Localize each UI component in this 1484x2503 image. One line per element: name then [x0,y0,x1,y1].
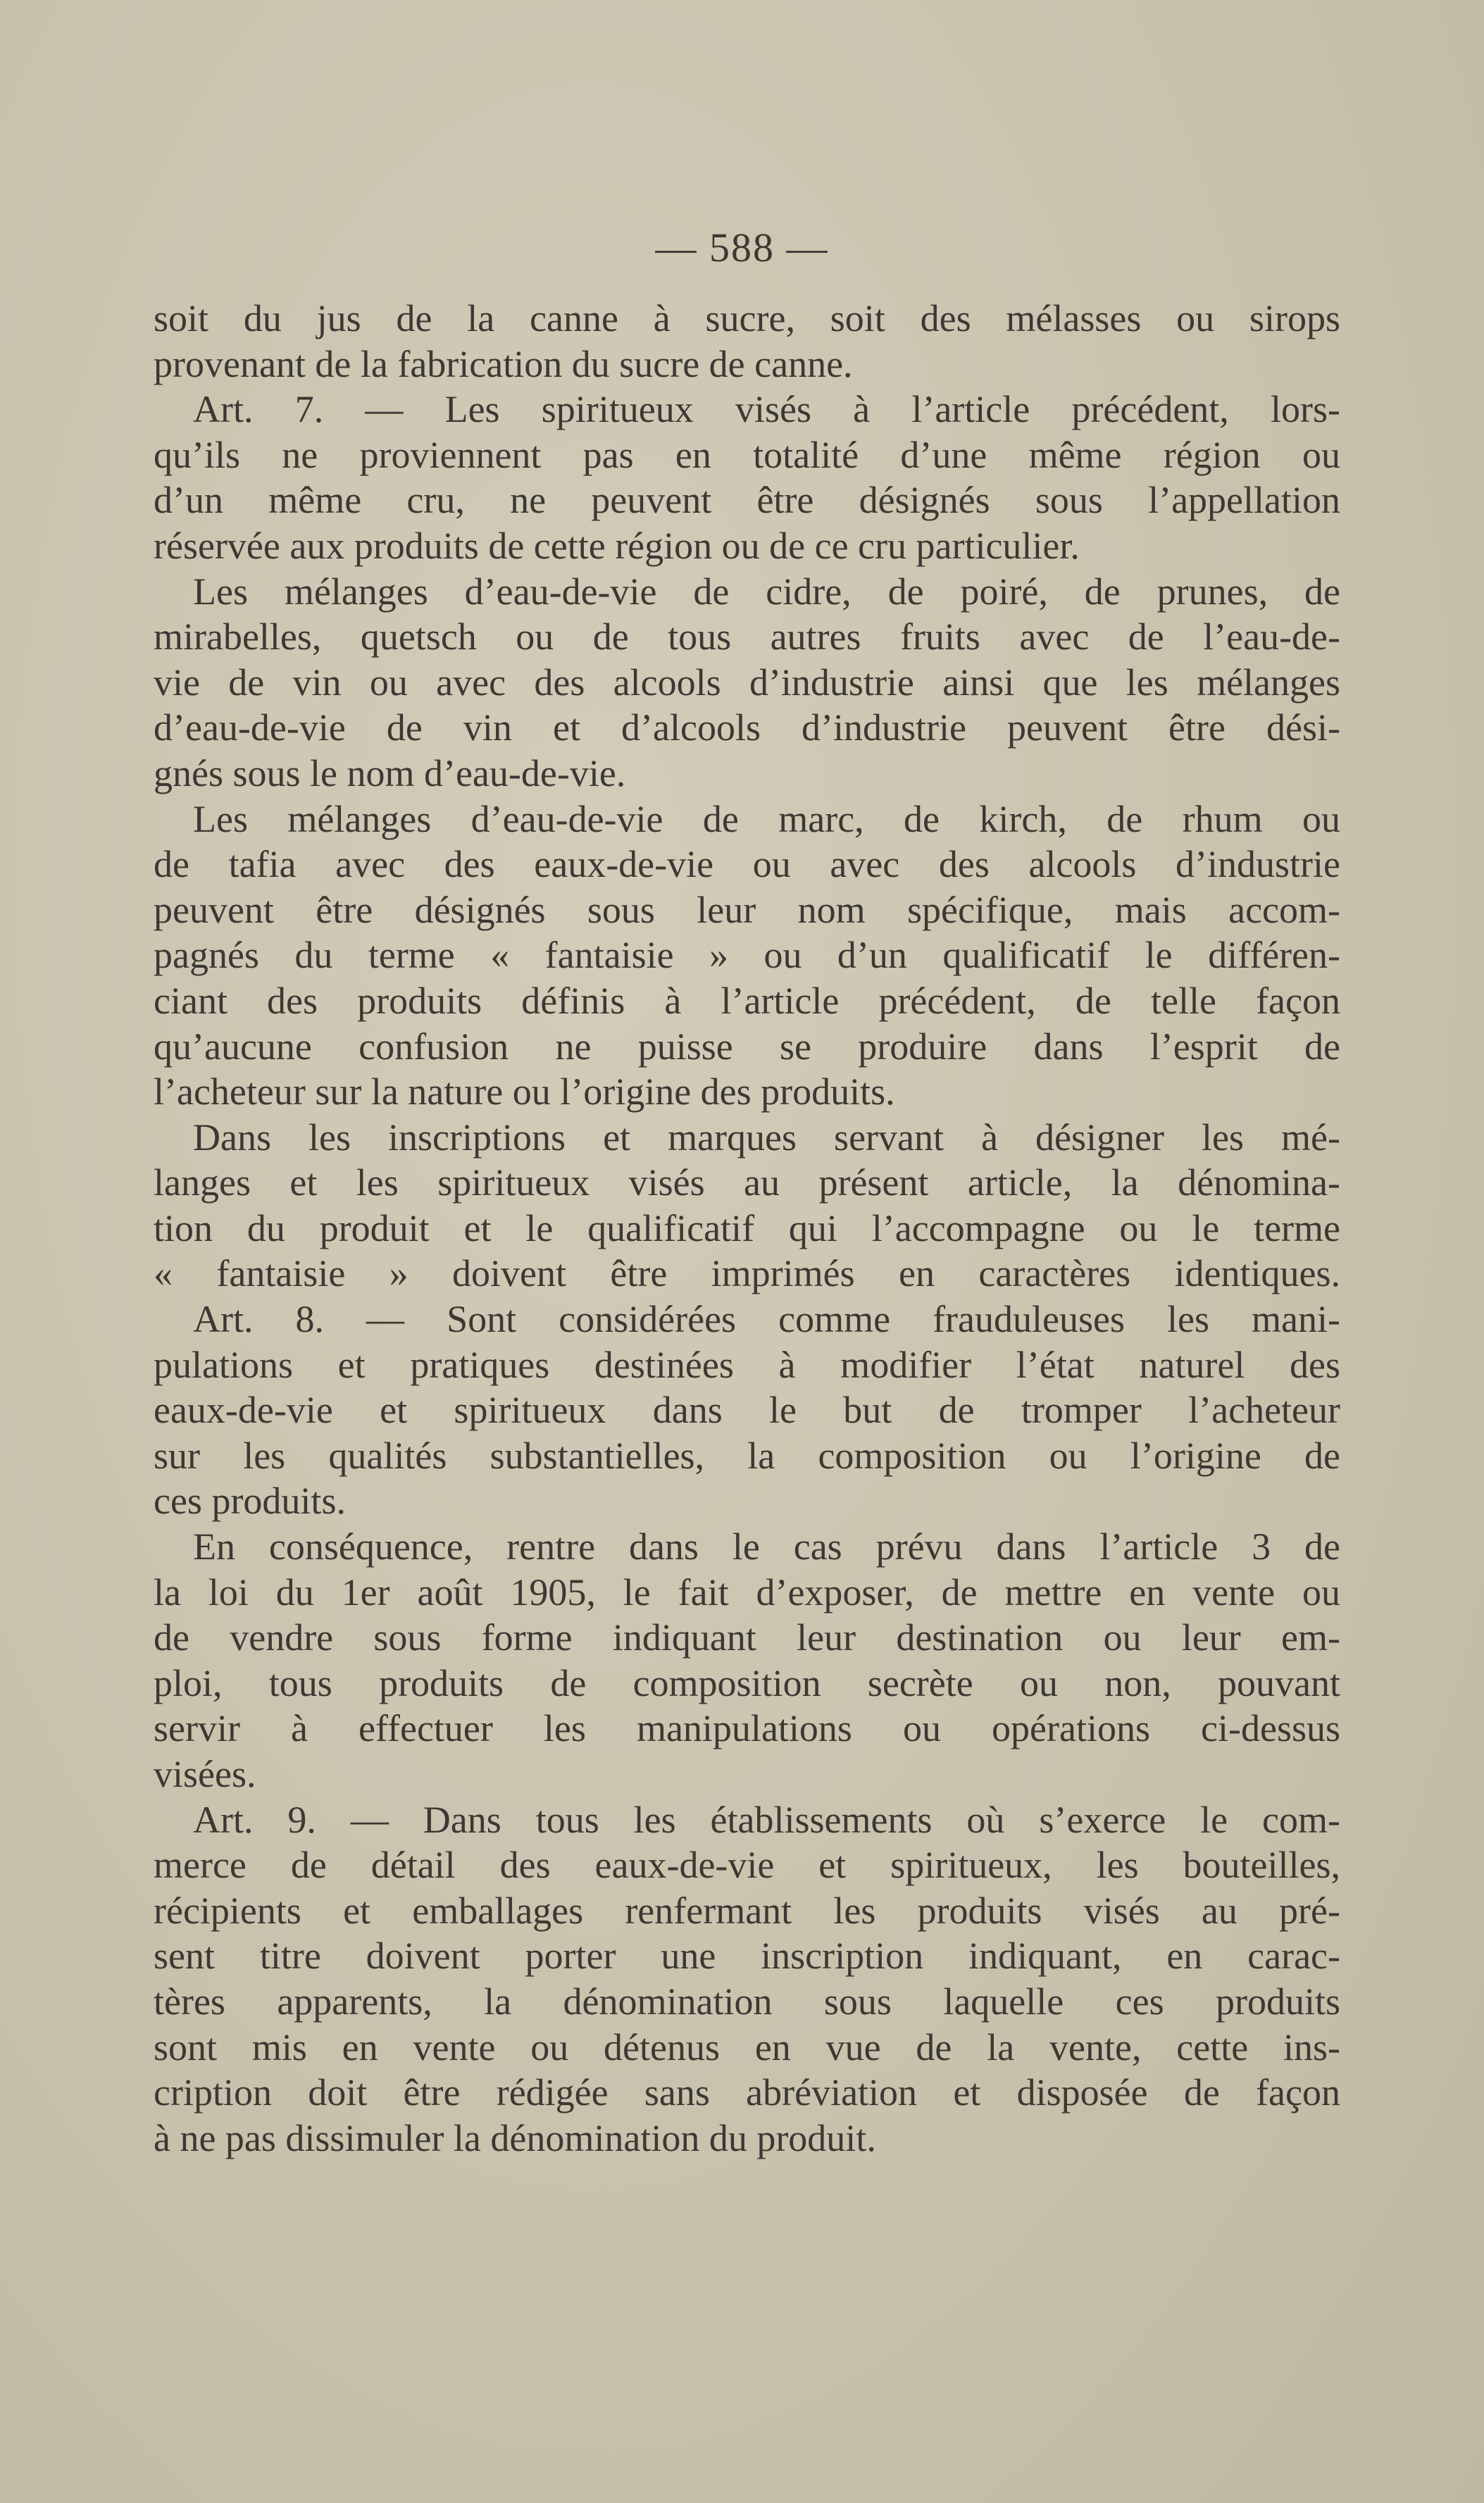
text-line: d’un même cru, ne peuvent être désignés sous l’appellation [154,479,1340,522]
text-line: à ne pas dissimuler la dénomination du produit. [154,2116,876,2159]
text-line: ciant des produits définis à l’article précédent, de telle façon [154,979,1340,1022]
text-line: sont mis en vente ou détenus en vue de la vente, cette ins- [154,2026,1340,2068]
text-line: tion du produit et le qualificatif qui l’accompagne ou le terme [154,1206,1340,1249]
text-line: gnés sous le nom d’eau-de-vie. [154,751,626,794]
text-line: Art. 8. — Sont considérées comme frauduleuses les mani- [193,1298,1340,1341]
text-line: pulations et pratiques destinées à modifier l’état naturel des [154,1343,1340,1386]
text-line: qu’aucune confusion ne puisse se produire dans l’esprit de [154,1025,1340,1068]
text-line: peuvent être désignés sous leur nom spécifique, mais accom- [154,888,1340,931]
text-line: qu’ils ne proviennent pas en totalité d’une même région ou [154,433,1340,476]
text-line: Les mélanges d’eau-de-vie de marc, de kirch, de rhum ou [193,797,1340,840]
text-line: d’eau-de-vie de vin et d’alcools d’industrie peuvent être dési- [154,706,1340,749]
text-line: réservée aux produits de cette région ou de ce cru particulier. [154,524,1080,567]
text-line: de vendre sous forme indiquant leur destination ou leur em- [154,1616,1340,1659]
text-line: soit du jus de la canne à sucre, soit des mélasses ou sirops [154,297,1340,339]
text-line: provenant de la fabrication du sucre de canne. [154,342,853,385]
text-line: « fantaisie » doivent être imprimés en caractères identiques. [154,1252,1340,1295]
text-line: tères apparents, la dénomination sous laquelle ces produits [154,1980,1340,2023]
text-line: Dans les inscriptions et marques servant à désigner les mé- [193,1116,1340,1159]
text-line: Les mélanges d’eau-de-vie de cidre, de poiré, de prunes, de [193,570,1340,613]
text-line: Art. 9. — Dans tous les établissements où s’exerce le com- [193,1798,1340,1841]
text-line: servir à effectuer les manipulations ou opérations ci-dessus [154,1707,1340,1750]
text-line: sur les qualités substantielles, la composition ou l’origine de [154,1434,1340,1477]
text-line: ces produits. [154,1480,346,1523]
text-line: Art. 7. — Les spiritueux visés à l’article précédent, lors- [193,388,1340,431]
text-line: langes et les spiritueux visés au présent article, la dénomina- [154,1161,1340,1204]
body-text [154,296,1340,2161]
text-line: cription doit être rédigée sans abréviation et disposée de façon [154,2071,1340,2114]
page-number: — 588 — [655,225,829,270]
text-line: ploi, tous produits de composition secrète ou non, pouvant [154,1661,1340,1704]
text-line: eaux-de-vie et spiritueux dans le but de tromper l’acheteur [154,1389,1340,1432]
text-line: En conséquence, rentre dans le cas prévu dans l’article 3 de [193,1525,1340,1568]
text-line: l’acheteur sur la nature ou l’origine des produits. [154,1071,895,1113]
text-line: pagnés du terme « fantaisie » ou d’un qualificatif le différen- [154,934,1340,977]
text-line: vie de vin ou avec des alcools d’industrie ainsi que les mélanges [154,661,1340,704]
text-line: de tafia avec des eaux-de-vie ou avec des alcools d’industrie [154,843,1340,886]
text-line: merce de détail des eaux-de-vie et spiritueux, les bouteilles, [154,1844,1340,1887]
text-line: mirabelles, quetsch ou de tous autres fruits avec de l’eau-de- [154,616,1340,658]
text-line: la loi du 1er août 1905, le fait d’exposer, de mettre en vente ou [154,1571,1340,1613]
text-line: visées. [154,1753,256,1795]
text-line: récipients et emballages renfermant les produits visés au pré- [154,1889,1340,1932]
text-line: sent titre doivent porter une inscription indiquant, en carac- [154,1935,1340,1978]
